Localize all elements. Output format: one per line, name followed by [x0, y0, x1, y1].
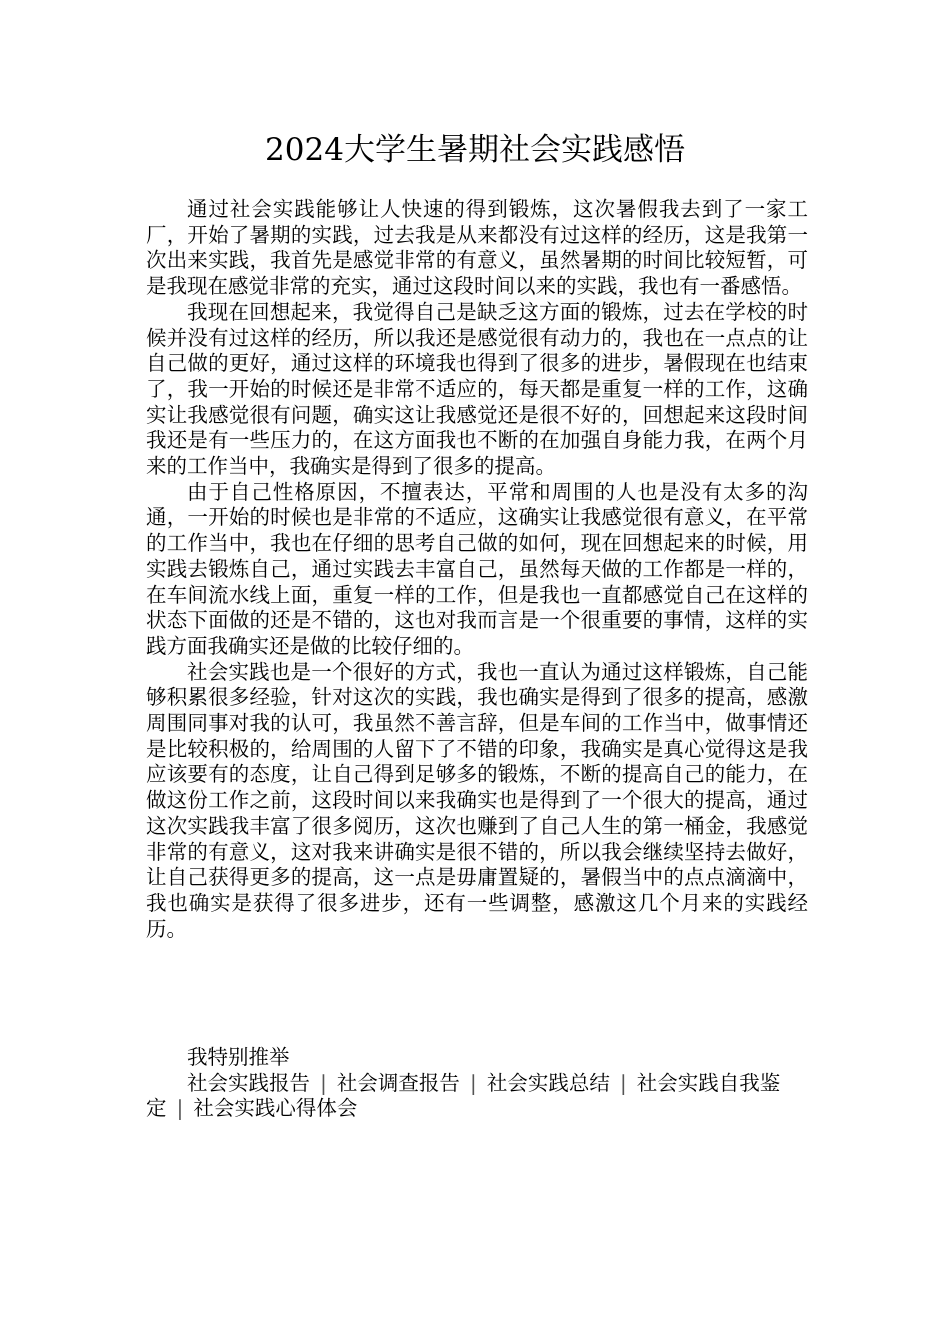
recommend-heading: 我特别推举: [187, 1045, 290, 1069]
link-separator: |: [469, 1070, 477, 1095]
paragraph: 我现在回想起来，我觉得自己是缺乏这方面的锻炼，过去在学校的时候并没有过这样的经历，所以我还是感觉很有动力的，我也在一点点的让自己做的更好，通过这样的环境我也得到了很多的进步，暑假现在也结束了，我一开始的时候还是非常不适应的，每天都是重复一样的工作，这确实让我感觉很有问题，确实这让我感觉还是很不好的，回想起来这段时间我还是有一些压力的，在这方面我也不断的在加强自身能力我，在两个月来的工作当中，我确实是得到了很多的提高。: [146, 299, 808, 479]
paragraph: 由于自己性格原因，不擅表达，平常和周围的人也是没有太多的沟通，一开始的时候也是非常的不适应，这确实让我感觉很有意义，在平常的工作当中，我也在仔细的思考自己做的如何，现在回想起来的时候，用实践去锻炼自己，通过实践去丰富自己，虽然每天做的工作都是一样的，在车间流水线上面，重复一样的工作，但是我也一直都感觉自己在这样的状态下面做的还是不错的，这也对我而言是一个很重要的事情，这样的实践方面我确实还是做的比较仔细的。: [146, 479, 808, 658]
link-social-survey-report[interactable]: 社会调查报告: [336, 1070, 460, 1095]
link-separator: |: [619, 1070, 627, 1095]
recommend-section: [146, 1045, 808, 1122]
paragraph: 社会实践也是一个很好的方式，我也一直认为通过这样锻炼，自己能够积累很多经验，针对这次的实践，我也确实是得到了很多的提高，感激周围同事对我的认可，我虽然不善言辞，但是车间的工作当中，做事情还是比较积极的，给周围的人留下了不错的印象，我确实是真心觉得这是我应该要有的态度，让自己得到足够多的锻炼，不断的提高自己的能力，在做这份工作之前，这段时间以来我确实也是得到了一个很大的提高，通过这次实践我丰富了很多阅历，这次也赚到了自己人生的第一桶金，我感觉非常的有意义，这对我来讲确实是很不错的，所以我会继续坚持去做好，让自己获得更多的提高，这一点是毋庸置疑的，暑假当中的点点滴滴中，我也确实是获得了很多进步，还有一些调整，感激这几个月来的实践经历。: [146, 659, 808, 941]
link-social-practice-summary[interactable]: 社会实践总结: [486, 1070, 610, 1095]
link-social-practice-reflections[interactable]: 社会实践心得体会: [193, 1096, 358, 1121]
document-title: 2024大学生暑期社会实践感悟: [265, 132, 685, 168]
document-body: [146, 197, 808, 942]
link-separator: |: [320, 1070, 327, 1095]
paragraph: 通过社会实践能够让人快速的得到锻炼，这次暑假我去到了一家工厂，开始了暑期的实践，过去我是从来都没有过这样的经历，这是我第一次出来实践，我首先是感觉非常的有意义，虽然暑期的时间比较短暂，可是我现在感觉非常的充实，通过这段时间以来的实践，我也有一番感悟。: [146, 197, 808, 299]
recommend-links: [146, 1071, 808, 1122]
link-separator: |: [176, 1096, 184, 1121]
link-social-practice-self-appraisal[interactable]: 社会实践自我鉴定: [146, 1070, 781, 1121]
link-social-practice-report[interactable]: 社会实践报告: [187, 1070, 310, 1095]
